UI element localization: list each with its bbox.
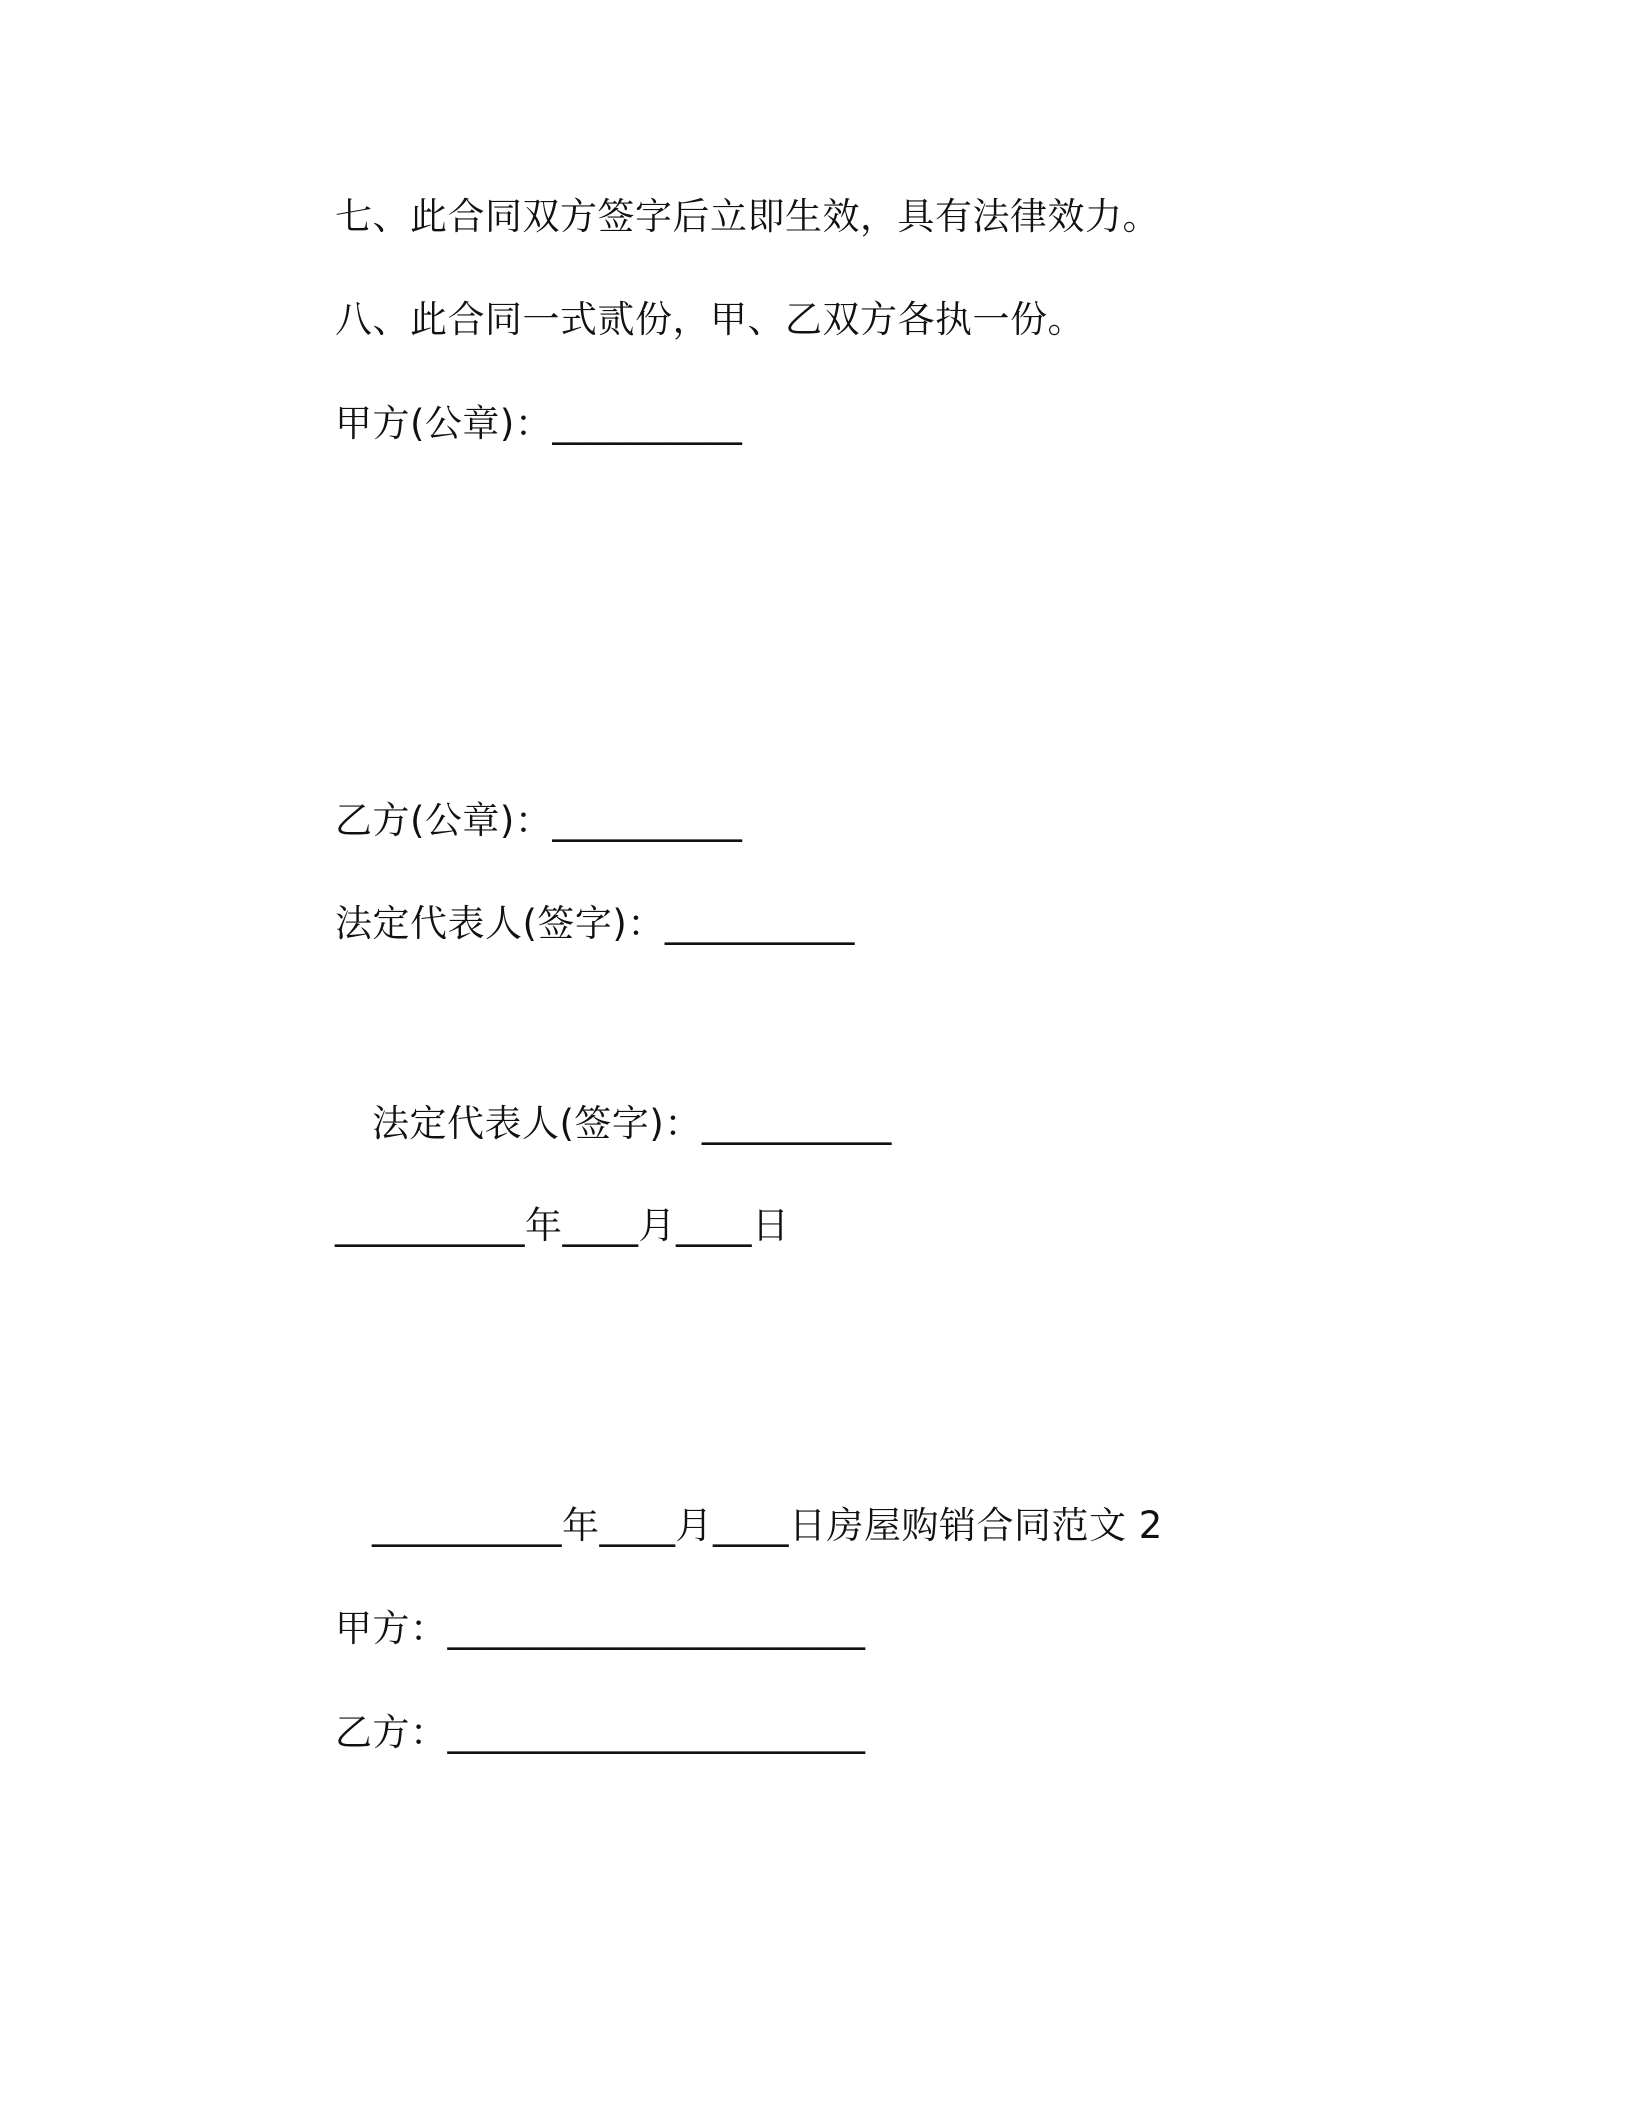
party-b-seal-line: 乙方(公章)：__________ bbox=[335, 799, 743, 842]
legal-representative-signature-line: 法定代表人(签字)：__________ bbox=[335, 902, 855, 945]
clause-seven: 七、此合同双方签字后立即生效，具有法律效力。 bbox=[335, 195, 1160, 238]
party-b-line: 乙方：______________________ bbox=[335, 1711, 866, 1754]
party-a-seal-line: 甲方(公章)：__________ bbox=[335, 402, 743, 445]
party-a-line: 甲方：______________________ bbox=[335, 1607, 866, 1650]
date-line: __________年____月____日 bbox=[335, 1204, 790, 1247]
legal-representative-signature-line-indented: 法定代表人(签字)：__________ bbox=[372, 1102, 892, 1145]
clause-eight: 八、此合同一式贰份，甲、乙双方各执一份。 bbox=[335, 298, 1085, 341]
contract-template-title: __________年____月____日房屋购销合同范文 2 bbox=[372, 1504, 1163, 1547]
